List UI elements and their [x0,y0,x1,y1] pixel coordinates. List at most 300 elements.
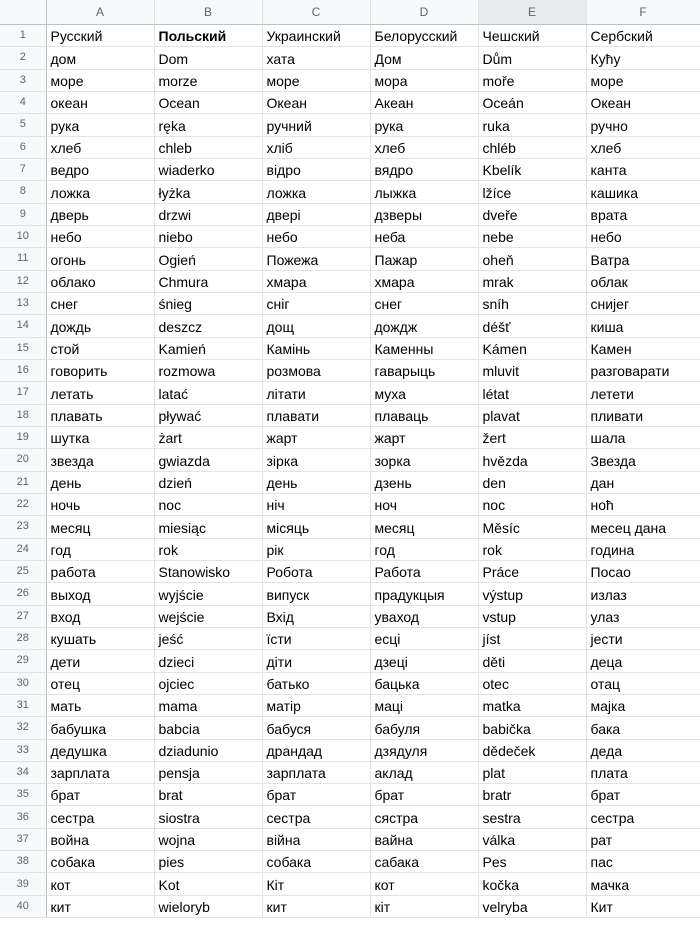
table-row [0,538,700,560]
cell-f[interactable]: снијег [586,292,700,314]
cell-b[interactable]: pensja [154,761,262,783]
row-number[interactable]: 14 [0,315,46,337]
cell-a[interactable]: шутка [46,426,154,448]
cell-e[interactable]: dveře [478,203,586,225]
cell-e[interactable]: lžíce [478,181,586,203]
cell-f[interactable]: кашика [586,181,700,203]
cell-e[interactable]: mrak [478,270,586,292]
cell-b[interactable]: noc [154,493,262,515]
cell-c[interactable]: кит [262,895,370,917]
cell-f[interactable]: облак [586,270,700,292]
cell-f[interactable]: разговарати [586,359,700,381]
cell-b[interactable]: babcia [154,717,262,739]
cell-a[interactable]: дом [46,47,154,69]
cell-e[interactable]: hvězda [478,449,586,471]
cell-d[interactable]: бабуля [370,717,478,739]
cell-b[interactable]: łyżka [154,181,262,203]
cell-b[interactable]: wieloryb [154,895,262,917]
row-number[interactable]: 6 [0,136,46,158]
row-number[interactable]: 18 [0,404,46,426]
row-number[interactable]: 32 [0,717,46,739]
cell-c[interactable]: ложка [262,181,370,203]
cell-f[interactable]: ручно [586,114,700,136]
cell-d[interactable]: кіт [370,895,478,917]
cell-f[interactable]: отац [586,672,700,694]
table-row [0,225,700,247]
cell-a[interactable]: дверь [46,203,154,225]
cell-b[interactable]: śnieg [154,292,262,314]
row-number[interactable]: 13 [0,292,46,314]
cell-b[interactable]: Dom [154,47,262,69]
cell-e[interactable]: plavat [478,404,586,426]
row-number[interactable]: 12 [0,270,46,292]
cell-c[interactable]: день [262,471,370,493]
table-row [0,471,700,493]
column-header-a[interactable]: A [46,0,154,25]
cell-f[interactable]: Кит [586,895,700,917]
cell-e[interactable]: výstup [478,583,586,605]
cell-f[interactable]: бака [586,717,700,739]
cell-d[interactable]: дзеці [370,650,478,672]
cell-b[interactable]: morze [154,69,262,91]
cell-f[interactable]: Сербский [586,25,700,47]
cell-c[interactable]: собака [262,851,370,873]
cell-b[interactable]: wyjście [154,583,262,605]
cell-a[interactable]: год [46,538,154,560]
cell-b[interactable]: latać [154,382,262,404]
cell-a[interactable]: небо [46,225,154,247]
cell-d[interactable]: дождж [370,315,478,337]
cell-a[interactable]: день [46,471,154,493]
row-number[interactable]: 23 [0,516,46,538]
cell-f[interactable]: мајка [586,694,700,716]
row-number[interactable]: 37 [0,828,46,850]
cell-f[interactable]: сестра [586,806,700,828]
cell-e[interactable]: velryba [478,895,586,917]
cell-a[interactable]: вход [46,605,154,627]
cell-c[interactable]: їсти [262,627,370,649]
cell-a[interactable]: звезда [46,449,154,471]
row-number[interactable]: 11 [0,248,46,270]
cell-e[interactable]: vstup [478,605,586,627]
cell-a[interactable]: плавать [46,404,154,426]
cell-a[interactable]: кот [46,873,154,895]
cell-a[interactable]: снег [46,292,154,314]
cell-a[interactable]: океан [46,91,154,113]
row-number[interactable]: 29 [0,650,46,672]
cell-d[interactable]: прадукцыя [370,583,478,605]
cell-e[interactable]: matka [478,694,586,716]
row-number[interactable]: 10 [0,225,46,247]
row-number[interactable]: 3 [0,69,46,91]
cell-e[interactable]: den [478,471,586,493]
table-row [0,583,700,605]
cell-f[interactable]: Кућу [586,47,700,69]
cell-d[interactable]: неба [370,225,478,247]
cell-e[interactable]: bratr [478,784,586,806]
cell-d[interactable]: брат [370,784,478,806]
row-number[interactable]: 8 [0,181,46,203]
cell-c[interactable]: Камінь [262,337,370,359]
cell-b[interactable]: Kot [154,873,262,895]
cell-c[interactable]: драндад [262,739,370,761]
cell-f[interactable]: шала [586,426,700,448]
cell-d[interactable]: дзверы [370,203,478,225]
row-number[interactable]: 38 [0,851,46,873]
cell-a[interactable]: дедушка [46,739,154,761]
cell-f[interactable]: канта [586,158,700,180]
row-number[interactable]: 24 [0,538,46,560]
cell-f[interactable]: пас [586,851,700,873]
cell-e[interactable]: sníh [478,292,586,314]
cell-d[interactable]: Пажар [370,248,478,270]
column-header-c[interactable]: C [262,0,370,25]
cell-b[interactable]: dzień [154,471,262,493]
cell-f[interactable]: Посао [586,560,700,582]
cell-d[interactable]: Работа [370,560,478,582]
cell-a[interactable]: мать [46,694,154,716]
cell-e[interactable]: babička [478,717,586,739]
row-number[interactable]: 21 [0,471,46,493]
row-number[interactable]: 19 [0,426,46,448]
cell-c[interactable]: діти [262,650,370,672]
cell-b[interactable]: siostra [154,806,262,828]
cell-f[interactable]: летети [586,382,700,404]
cell-d[interactable]: сабака [370,851,478,873]
cell-f[interactable]: деда [586,739,700,761]
cell-b[interactable]: dziadunio [154,739,262,761]
cell-f[interactable]: Ватра [586,248,700,270]
cell-f[interactable]: хлеб [586,136,700,158]
cell-b[interactable]: Stanowisko [154,560,262,582]
row-number[interactable]: 27 [0,605,46,627]
cell-a[interactable]: ведро [46,158,154,180]
cell-d[interactable]: бацька [370,672,478,694]
cell-e[interactable]: moře [478,69,586,91]
cell-b[interactable]: ręka [154,114,262,136]
column-header-e[interactable]: E [478,0,586,25]
cell-e[interactable]: noc [478,493,586,515]
cell-c[interactable]: жарт [262,426,370,448]
row-number[interactable]: 20 [0,449,46,471]
cell-d[interactable]: Белорусский [370,25,478,47]
cell-f[interactable]: деца [586,650,700,672]
table-row [0,873,700,895]
cell-d[interactable]: мора [370,69,478,91]
cell-e[interactable]: otec [478,672,586,694]
cell-b[interactable]: pływać [154,404,262,426]
cell-e[interactable]: sestra [478,806,586,828]
cell-f[interactable]: месец дана [586,516,700,538]
cell-f[interactable]: врата [586,203,700,225]
column-header-b[interactable]: B [154,0,262,25]
cell-a[interactable]: бабушка [46,717,154,739]
table-row [0,158,700,180]
cell-c[interactable]: ніч [262,493,370,515]
row-number[interactable]: 31 [0,694,46,716]
cell-d[interactable]: Акеан [370,91,478,113]
cell-d[interactable]: маці [370,694,478,716]
cell-a[interactable]: кушать [46,627,154,649]
cell-a[interactable]: дождь [46,315,154,337]
cell-f[interactable]: излаз [586,583,700,605]
cell-e[interactable]: chléb [478,136,586,158]
cell-c[interactable]: зарплата [262,761,370,783]
cell-f[interactable]: киша [586,315,700,337]
cell-d[interactable]: год [370,538,478,560]
cell-e[interactable]: Oceán [478,91,586,113]
cell-d[interactable]: зорка [370,449,478,471]
cell-d[interactable]: муха [370,382,478,404]
cell-c[interactable]: місяць [262,516,370,538]
cell-e[interactable]: Měsíc [478,516,586,538]
cell-b[interactable]: gwiazda [154,449,262,471]
cell-a[interactable]: огонь [46,248,154,270]
cell-b[interactable]: wejście [154,605,262,627]
cell-c[interactable]: рік [262,538,370,560]
cell-a[interactable]: выход [46,583,154,605]
row-number[interactable]: 26 [0,583,46,605]
cell-d[interactable]: хлеб [370,136,478,158]
cell-c[interactable]: бабуся [262,717,370,739]
cell-c[interactable]: матір [262,694,370,716]
cell-e[interactable]: Чешский [478,25,586,47]
cell-d[interactable]: ноч [370,493,478,515]
cell-d[interactable]: плаваць [370,404,478,426]
cell-d[interactable]: снег [370,292,478,314]
cell-f[interactable]: пливати [586,404,700,426]
cell-e[interactable]: žert [478,426,586,448]
row-number[interactable]: 36 [0,806,46,828]
row-number[interactable]: 5 [0,114,46,136]
cell-e[interactable]: Dům [478,47,586,69]
cell-f[interactable]: море [586,69,700,91]
cell-f[interactable]: небо [586,225,700,247]
cell-a[interactable]: сестра [46,806,154,828]
cell-e[interactable]: děti [478,650,586,672]
cell-e[interactable]: Kbelík [478,158,586,180]
cell-b[interactable]: pies [154,851,262,873]
cell-f[interactable]: Звезда [586,449,700,471]
table-row [0,493,700,515]
row-number[interactable]: 28 [0,627,46,649]
cell-a[interactable]: ложка [46,181,154,203]
cell-b[interactable]: chleb [154,136,262,158]
cell-c[interactable]: сніг [262,292,370,314]
cell-b[interactable]: rok [154,538,262,560]
cell-d[interactable]: вядро [370,158,478,180]
row-number[interactable]: 40 [0,895,46,917]
cell-f[interactable]: ноћ [586,493,700,515]
cell-a[interactable]: отец [46,672,154,694]
cell-c[interactable]: відро [262,158,370,180]
cell-d[interactable]: лыжка [370,181,478,203]
cell-a[interactable]: Русский [46,25,154,47]
cell-b[interactable]: brat [154,784,262,806]
cell-f[interactable]: плата [586,761,700,783]
cell-e[interactable]: jíst [478,627,586,649]
cell-e[interactable]: mluvit [478,359,586,381]
cell-a[interactable]: ночь [46,493,154,515]
cell-c[interactable]: розмова [262,359,370,381]
cell-f[interactable]: рат [586,828,700,850]
cell-d[interactable]: Дом [370,47,478,69]
cell-d[interactable]: уваход [370,605,478,627]
cell-e[interactable]: kočka [478,873,586,895]
cell-b[interactable]: rozmowa [154,359,262,381]
row-number[interactable]: 33 [0,739,46,761]
cell-d[interactable]: вайна [370,828,478,850]
cell-f[interactable]: мачка [586,873,700,895]
row-number[interactable]: 25 [0,560,46,582]
row-number[interactable]: 30 [0,672,46,694]
cell-a[interactable]: война [46,828,154,850]
cell-a[interactable]: кит [46,895,154,917]
cell-a[interactable]: хлеб [46,136,154,158]
cell-a[interactable]: месяц [46,516,154,538]
cell-f[interactable]: јести [586,627,700,649]
cell-e[interactable]: nebe [478,225,586,247]
cell-c[interactable]: батько [262,672,370,694]
cell-a[interactable]: брат [46,784,154,806]
row-number[interactable]: 22 [0,493,46,515]
cell-b[interactable]: wojna [154,828,262,850]
cell-f[interactable]: брат [586,784,700,806]
cell-e[interactable]: Práce [478,560,586,582]
cell-b[interactable]: Ocean [154,91,262,113]
cell-c[interactable]: випуск [262,583,370,605]
cell-e[interactable]: ruka [478,114,586,136]
cell-a[interactable]: летать [46,382,154,404]
cell-d[interactable]: хмара [370,270,478,292]
cell-c[interactable]: зірка [262,449,370,471]
cell-e[interactable]: oheň [478,248,586,270]
cell-d[interactable]: месяц [370,516,478,538]
cell-b[interactable]: Kamień [154,337,262,359]
row-number[interactable]: 34 [0,761,46,783]
select-all-corner[interactable] [0,0,46,25]
cell-e[interactable]: plat [478,761,586,783]
cell-c[interactable]: Робота [262,560,370,582]
cell-c[interactable]: брат [262,784,370,806]
cell-a[interactable]: зарплата [46,761,154,783]
cell-d[interactable]: гаварыць [370,359,478,381]
cell-d[interactable]: есці [370,627,478,649]
cell-e[interactable]: létat [478,382,586,404]
cell-d[interactable]: Каменны [370,337,478,359]
cell-b[interactable]: Ogień [154,248,262,270]
cell-c[interactable]: Украинский [262,25,370,47]
table-row [0,382,700,404]
cell-e[interactable]: Kámen [478,337,586,359]
cell-a[interactable]: море [46,69,154,91]
table-row [0,851,700,873]
cell-d[interactable]: дзень [370,471,478,493]
row-number[interactable]: 1 [0,25,46,47]
cell-c[interactable]: двері [262,203,370,225]
row-number[interactable]: 7 [0,158,46,180]
cell-b[interactable]: niebo [154,225,262,247]
cell-b[interactable]: jeść [154,627,262,649]
cell-c[interactable]: ручний [262,114,370,136]
cell-c[interactable]: літати [262,382,370,404]
cell-a[interactable]: стой [46,337,154,359]
cell-c[interactable]: Вхід [262,605,370,627]
column-header-d[interactable]: D [370,0,478,25]
cell-c[interactable]: війна [262,828,370,850]
cell-a[interactable]: облако [46,270,154,292]
cell-e[interactable]: déšť [478,315,586,337]
table-row [0,717,700,739]
row-number[interactable]: 39 [0,873,46,895]
cell-a[interactable]: рука [46,114,154,136]
row-number[interactable]: 2 [0,47,46,69]
row-number[interactable]: 35 [0,784,46,806]
cell-d[interactable]: кот [370,873,478,895]
column-header-f[interactable]: F [586,0,700,25]
row-number[interactable]: 17 [0,382,46,404]
cell-b[interactable]: drzwi [154,203,262,225]
cell-c[interactable]: Кіт [262,873,370,895]
cell-b[interactable]: deszcz [154,315,262,337]
cell-a[interactable]: работа [46,560,154,582]
cell-f[interactable]: Камен [586,337,700,359]
cell-e[interactable]: dědeček [478,739,586,761]
cell-e[interactable]: Pes [478,851,586,873]
row-number[interactable]: 16 [0,359,46,381]
cell-a[interactable]: собака [46,851,154,873]
cell-d[interactable]: сястра [370,806,478,828]
cell-b[interactable]: Польский [154,25,262,47]
cell-c[interactable]: хмара [262,270,370,292]
cell-d[interactable]: рука [370,114,478,136]
cell-d[interactable]: аклад [370,761,478,783]
cell-f[interactable]: дан [586,471,700,493]
cell-a[interactable]: дети [46,650,154,672]
cell-d[interactable]: жарт [370,426,478,448]
cell-c[interactable]: хліб [262,136,370,158]
cell-b[interactable]: dzieci [154,650,262,672]
cell-b[interactable]: Chmura [154,270,262,292]
cell-e[interactable]: rok [478,538,586,560]
row-number[interactable]: 15 [0,337,46,359]
cell-d[interactable]: дзядуля [370,739,478,761]
cell-b[interactable]: miesiąc [154,516,262,538]
cell-b[interactable]: żart [154,426,262,448]
cell-c[interactable]: плавати [262,404,370,426]
cell-f[interactable]: година [586,538,700,560]
cell-b[interactable]: wiaderko [154,158,262,180]
cell-c[interactable]: небо [262,225,370,247]
cell-c[interactable]: море [262,69,370,91]
cell-e[interactable]: válka [478,828,586,850]
cell-f[interactable]: Океан [586,91,700,113]
cell-b[interactable]: ojciec [154,672,262,694]
cell-f[interactable]: улаз [586,605,700,627]
table-row [0,739,700,761]
cell-c[interactable]: хата [262,47,370,69]
cell-c[interactable]: дощ [262,315,370,337]
table-row [0,203,700,225]
column-header-row [0,0,700,25]
cell-c[interactable]: Пожежа [262,248,370,270]
cell-c[interactable]: сестра [262,806,370,828]
cell-c[interactable]: Океан [262,91,370,113]
row-number[interactable]: 4 [0,91,46,113]
cell-b[interactable]: mama [154,694,262,716]
cell-a[interactable]: говорить [46,359,154,381]
row-number[interactable]: 9 [0,203,46,225]
